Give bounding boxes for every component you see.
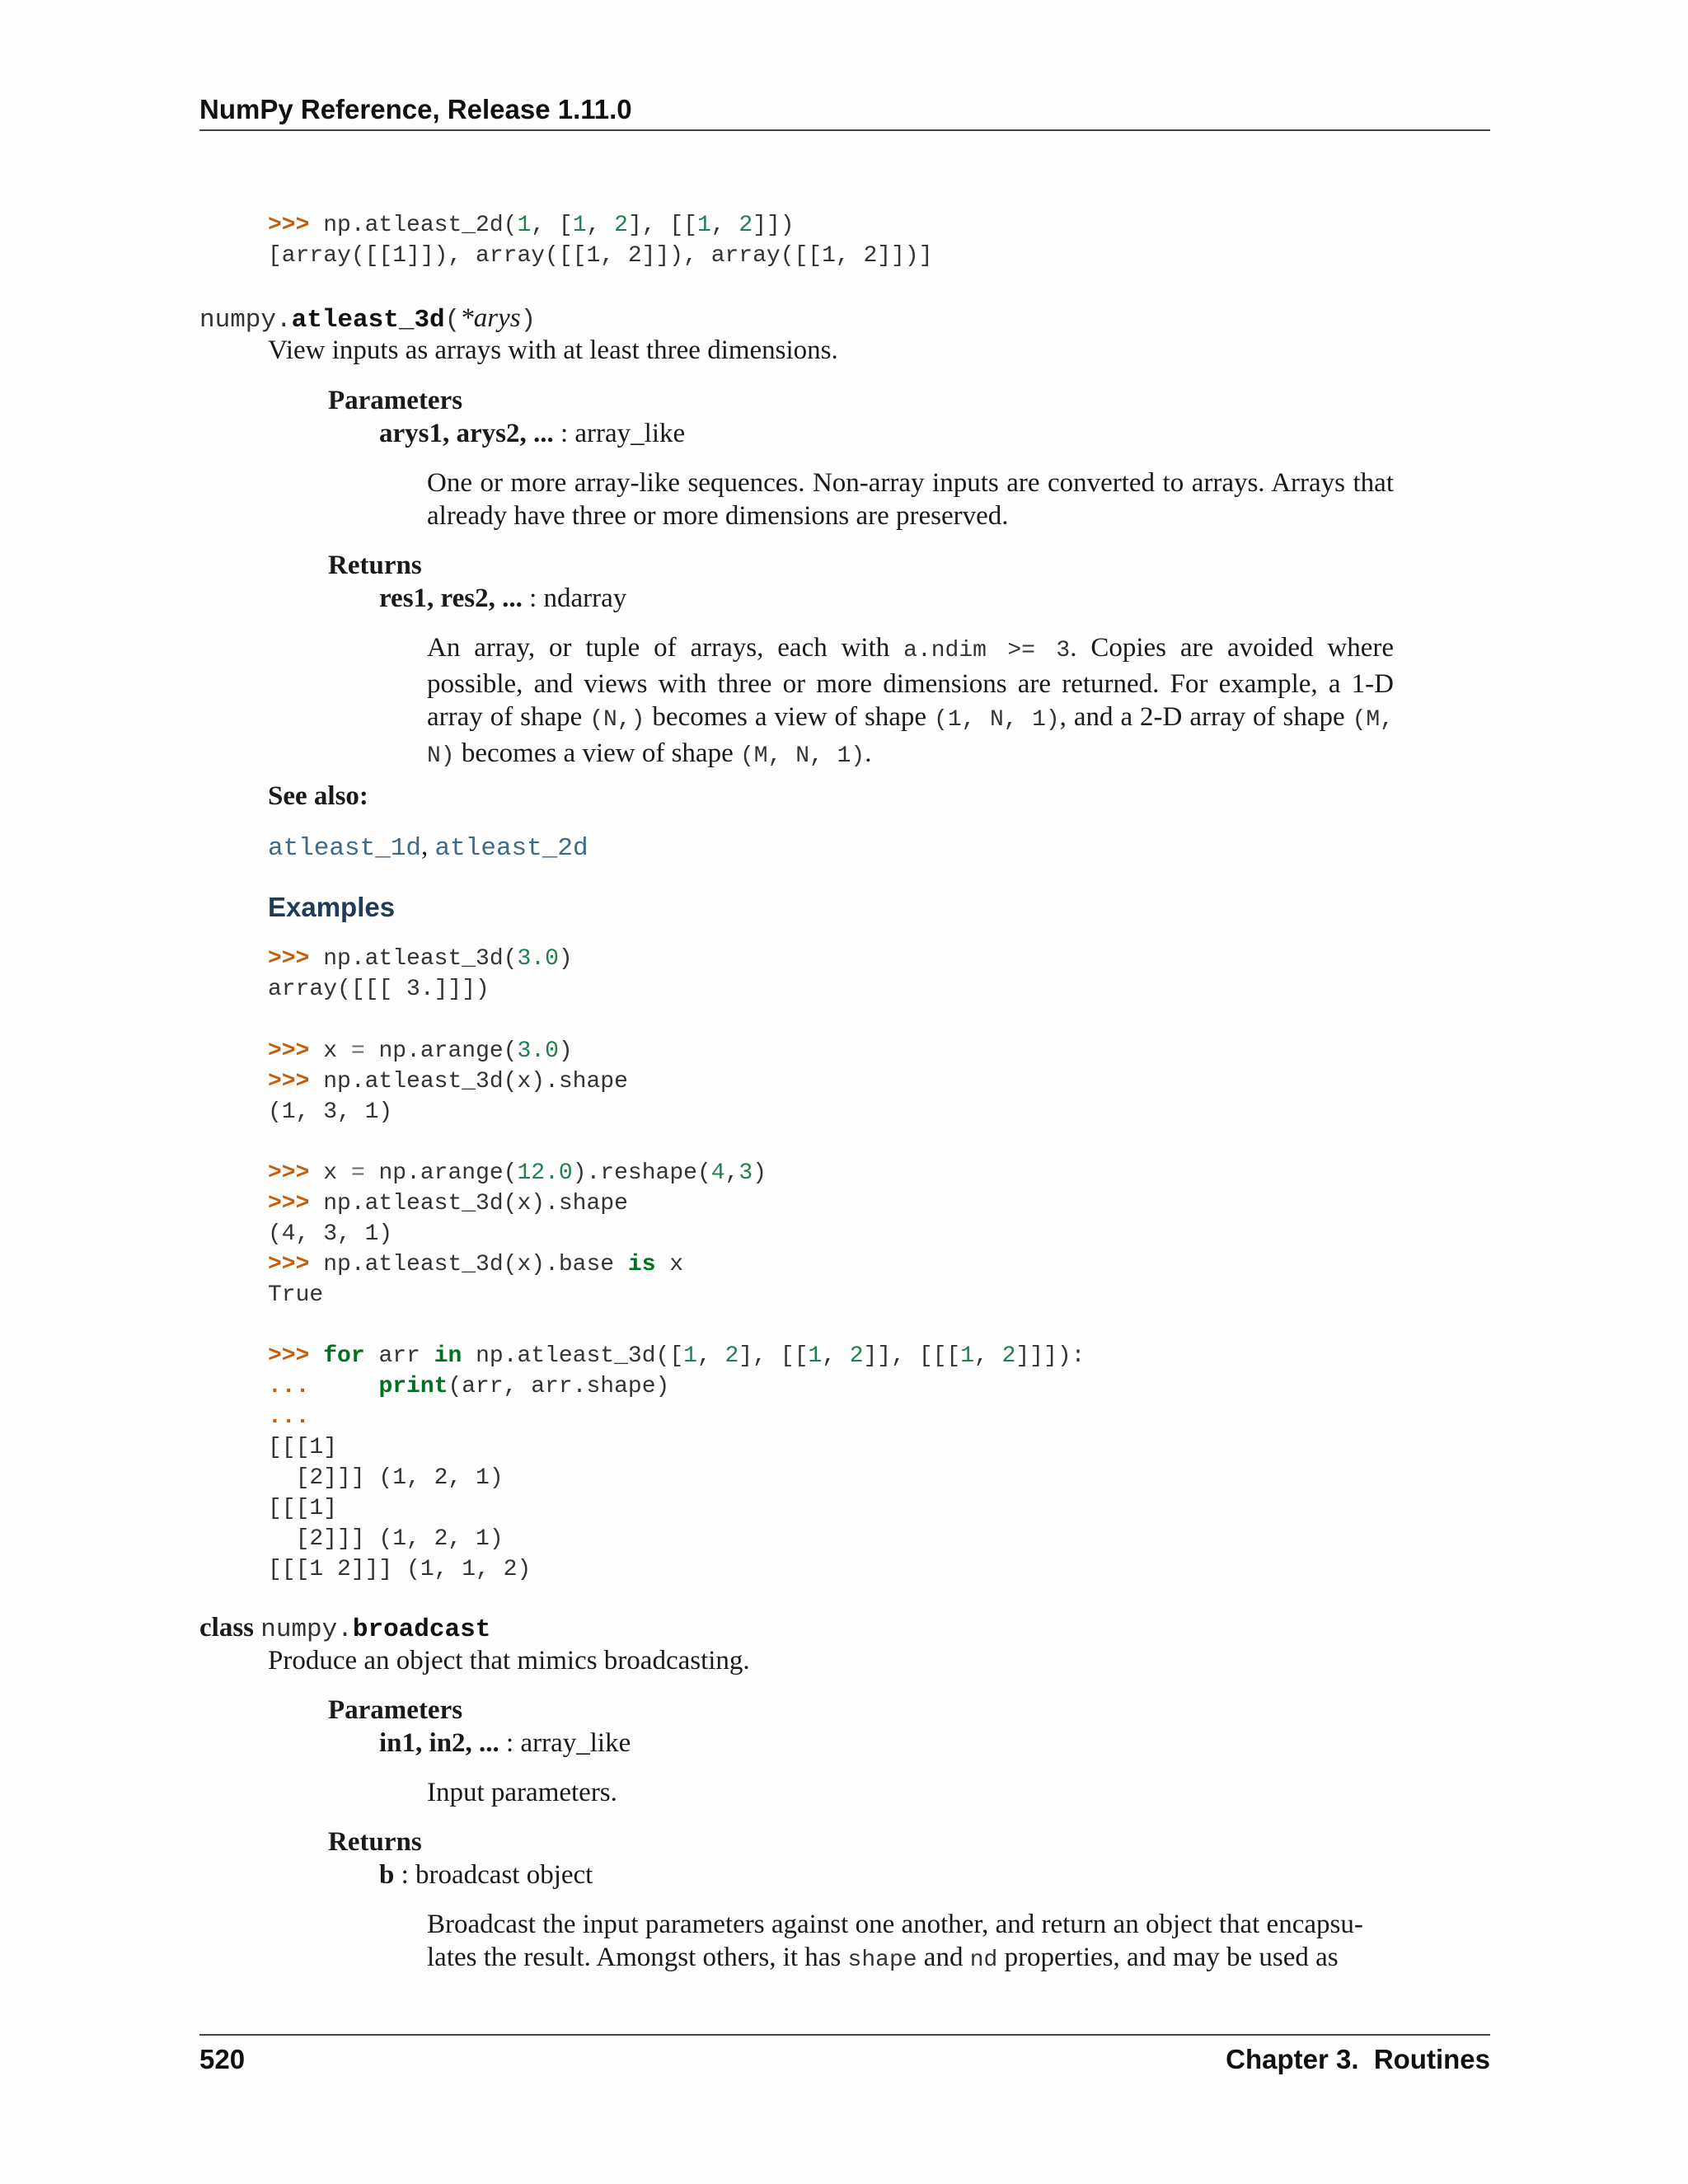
code-line: >>> np.atleast_2d(1, [1, 2], [[1, 2]]) [268, 213, 795, 238]
code-line: >>> np.atleast_3d(x).base is x [268, 1252, 684, 1277]
class-signature-broadcast: class numpy.broadcast [199, 1613, 491, 1644]
link-atleast-2d[interactable]: atleast_2d [434, 834, 588, 863]
page-number: 520 [199, 2044, 246, 2074]
return-description-line: lates the result. Amongst others, it has shape and nd properties, and may be used as [427, 1943, 1339, 1973]
footer-rule [199, 2034, 1490, 2036]
function-summary: View inputs as arrays with at least three dimensions. [268, 335, 838, 365]
code-output: array([[[ 3.]]]) [268, 977, 490, 1002]
code-line: ... [268, 1404, 310, 1430]
return-entry: res1, res2, ... : ndarray [379, 583, 627, 613]
parameter-description: One or more array-like sequences. Non-array inputs are converted to arrays. Arrays that already have three or more dimensions are preserved. [427, 468, 1394, 531]
returns-heading: Returns [328, 1827, 422, 1857]
chapter-title: Chapter 3. Routines [1226, 2044, 1490, 2074]
header-rule [199, 129, 1490, 131]
return-description: An array, or tuple of arrays, each with a.ndim >= 3. Copies are avoided where possible, and views with three or more dimensions are returned. For example, a 1-D array of shape (N,) becomes a view of shape (1, N, 1), and a 2-D array of shape (M, N) becomes a view of shape (M, N, 1). [427, 633, 1394, 769]
code-output: [2]]] (1, 2, 1) [268, 1465, 504, 1491]
returns-heading: Returns [328, 551, 422, 580]
code-line: >>> x = np.arange(12.0).reshape(4,3) [268, 1160, 767, 1186]
examples-heading: Examples [268, 892, 396, 922]
parameter-description: Input parameters. [427, 1778, 617, 1807]
function-signature-atleast-3d: numpy.atleast_3d(*arys) [199, 303, 537, 335]
code-output: [[[1 2]]] (1, 1, 2) [268, 1557, 532, 1582]
code-output: [[[1] [268, 1496, 338, 1521]
parameters-heading: Parameters [328, 386, 463, 415]
see-also-links: atleast_1d, atleast_2d [268, 832, 588, 863]
code-line: >>> x = np.arange(3.0) [268, 1038, 573, 1064]
link-atleast-1d[interactable]: atleast_1d [268, 834, 422, 863]
code-output: (1, 3, 1) [268, 1099, 393, 1125]
code-line: >>> np.atleast_3d(3.0) [268, 946, 573, 972]
parameter-entry: in1, in2, ... : array_like [379, 1728, 631, 1758]
code-output: [array([[1]]), array([[1, 2]]), array([[1, 2]])] [268, 243, 933, 269]
code-output: True [268, 1282, 324, 1308]
code-line: >>> np.atleast_3d(x).shape [268, 1191, 628, 1216]
code-output: [2]]] (1, 2, 1) [268, 1526, 504, 1552]
running-header: NumPy Reference, Release 1.11.0 [199, 94, 632, 124]
return-description-line: Broadcast the input parameters against one another, and return an object that encapsu- [427, 1910, 1363, 1939]
code-output: [[[1] [268, 1435, 338, 1460]
code-line: >>> for arr in np.atleast_3d([1, 2], [[1, 2]], [[[1, 2]]]): [268, 1343, 1085, 1369]
return-entry: b : broadcast object [379, 1860, 593, 1890]
class-summary: Produce an object that mimics broadcasting. [268, 1646, 750, 1675]
parameters-heading: Parameters [328, 1695, 463, 1725]
code-line: >>> np.atleast_3d(x).shape [268, 1069, 628, 1094]
code-output: (4, 3, 1) [268, 1221, 393, 1247]
see-also-heading: See also: [268, 781, 368, 811]
code-line: ... print(arr, arr.shape) [268, 1374, 670, 1399]
parameter-entry: arys1, arys2, ... : array_like [379, 419, 686, 448]
